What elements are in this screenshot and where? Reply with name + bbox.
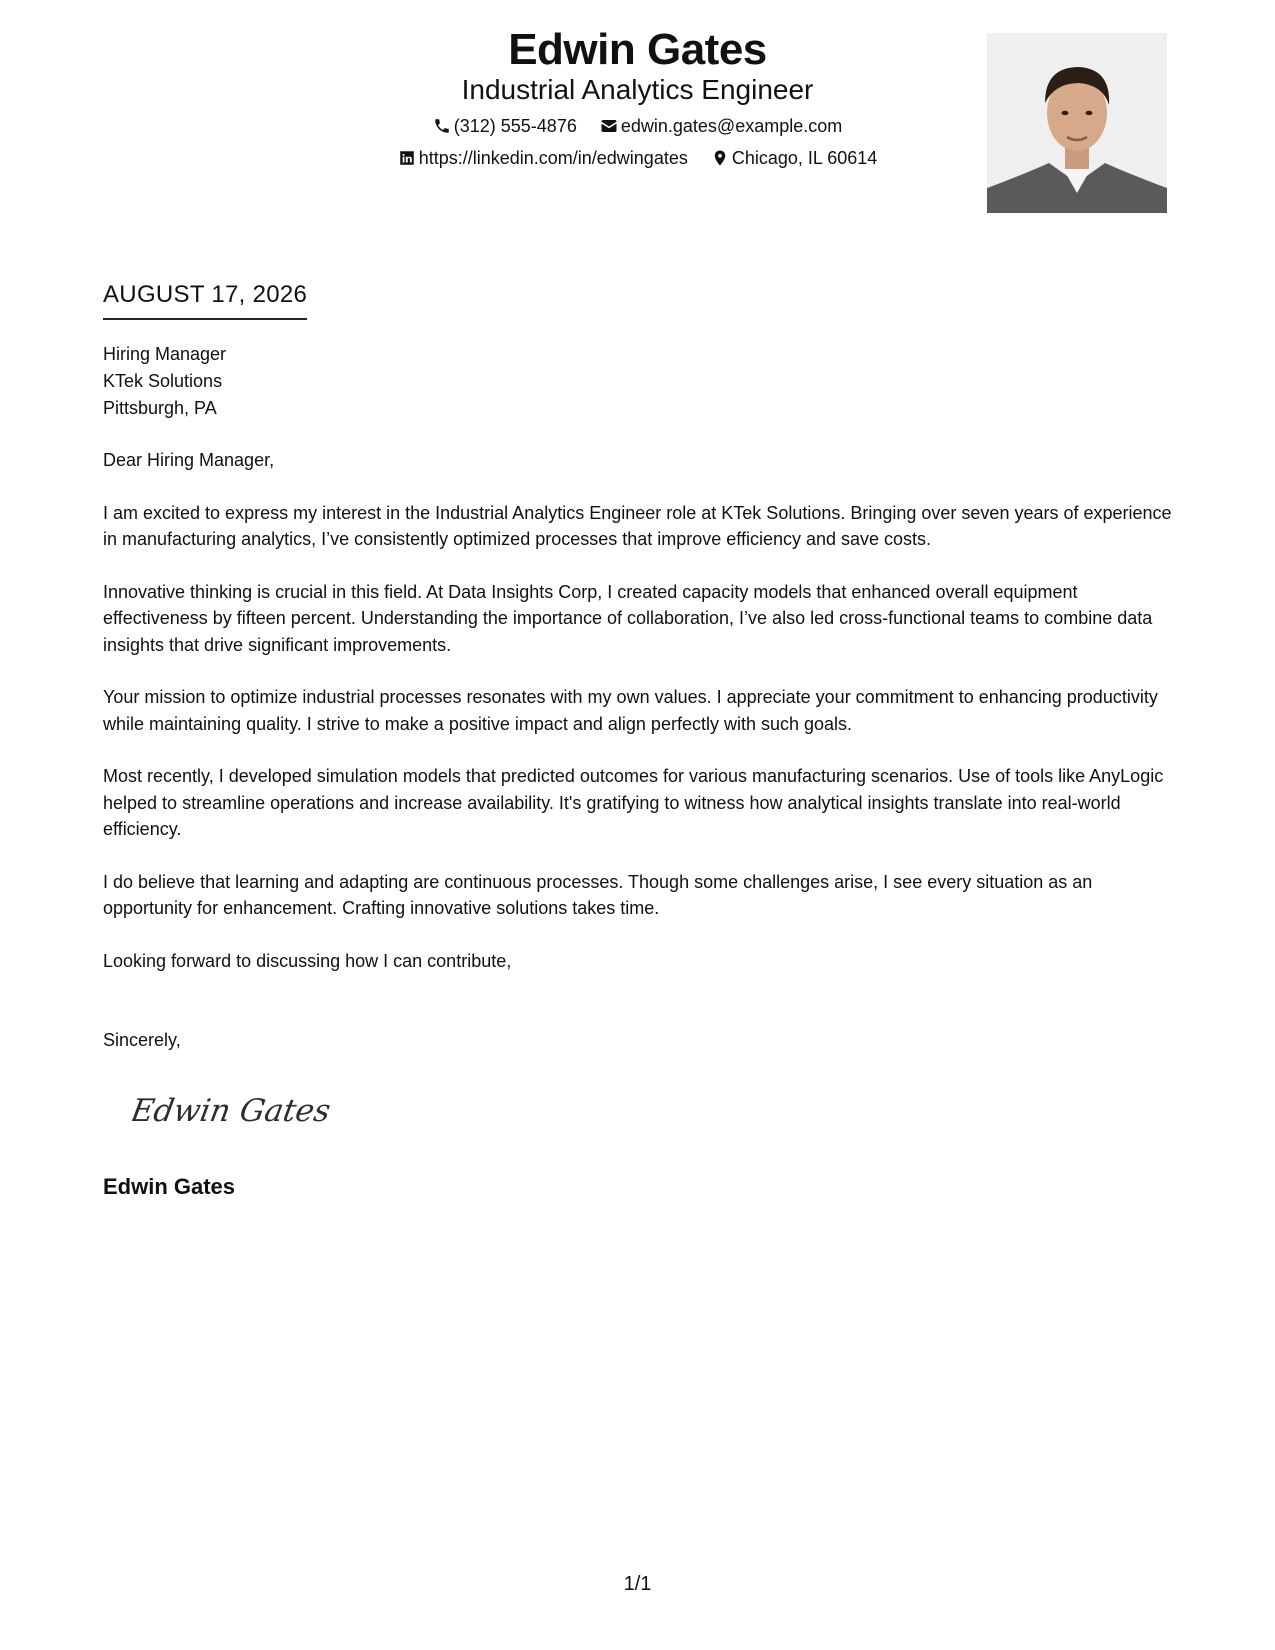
- profile-photo: [987, 33, 1167, 213]
- signer-name: Edwin Gates: [103, 1174, 236, 1199]
- map-pin-icon: [711, 149, 729, 167]
- email-address: edwin.gates@example.com: [620, 116, 843, 136]
- recipient-company: KTek Solutions: [103, 371, 223, 391]
- applicant-name: Edwin Gates: [508, 25, 767, 74]
- page-number: 1/1: [623, 1573, 652, 1595]
- body-paragraph: Innovative thinking is crucial in this field. At Data Insights Corp, I created capacity models that enhanced overall equipment effectiveness by fifteen percent. Understanding the importance of collaboration, I’ve also led cross-functional teams to combine data insights that drive significant improvements.: [103, 581, 1153, 655]
- recipient-location: Pittsburgh, PA: [103, 398, 217, 418]
- signature-text: Edwin Gates: [132, 1093, 332, 1129]
- letter-body: [103, 447, 1178, 1000]
- body-paragraph: Most recently, I developed simulation models that predicted outcomes for various manufacturing scenarios. Use of tools like AnyLogic helped to streamline operations and increase availability. It's gratifying to witness how analytical insights translate into real-world efficiency.: [103, 766, 1164, 839]
- body-paragraph: I do believe that learning and adapting are continuous processes. Though some challenges arise, I see every situation as an opportunity for enhancement. Crafting innovative solutions takes time.: [103, 871, 1093, 918]
- applicant-title: Industrial Analytics Engineer: [461, 74, 814, 105]
- body-paragraph: I am excited to express my interest in the Industrial Analytics Engineer role at KTek Solutions. Bringing over seven years of experience in manufacturing analytics, I’ve consistently optimized processes that improve efficiency and save costs.: [103, 502, 1172, 549]
- linkedin-url: https://linkedin.com/in/edwingates: [418, 148, 688, 168]
- phone-number: (312) 555-4876: [453, 116, 577, 136]
- phone-contact: [433, 114, 577, 138]
- recipient-block: [103, 341, 226, 422]
- linkedin-contact: [398, 146, 688, 170]
- handwritten-signature: [132, 1085, 332, 1135]
- closing-line: Looking forward to discussing how I can contribute,: [103, 950, 512, 971]
- location-text: Chicago, IL 60614: [731, 148, 878, 168]
- sign-off: Sincerely,: [103, 1030, 181, 1050]
- phone-icon: [433, 117, 451, 135]
- location-contact: [711, 146, 877, 170]
- body-paragraph: Your mission to optimize industrial processes resonates with my own values. I appreciate your commitment to enhancing productivity while maintaining quality. I strive to make a positive impact and align perfectly with such goals.: [103, 687, 1158, 734]
- email-contact: [600, 114, 842, 138]
- envelope-icon: [600, 117, 618, 135]
- letter-date: AUGUST 17, 2026: [103, 280, 307, 320]
- salutation: Dear Hiring Manager,: [103, 450, 275, 470]
- linkedin-icon: [398, 149, 416, 167]
- recipient-title: Hiring Manager: [103, 344, 227, 364]
- letter-header: [0, 0, 1275, 230]
